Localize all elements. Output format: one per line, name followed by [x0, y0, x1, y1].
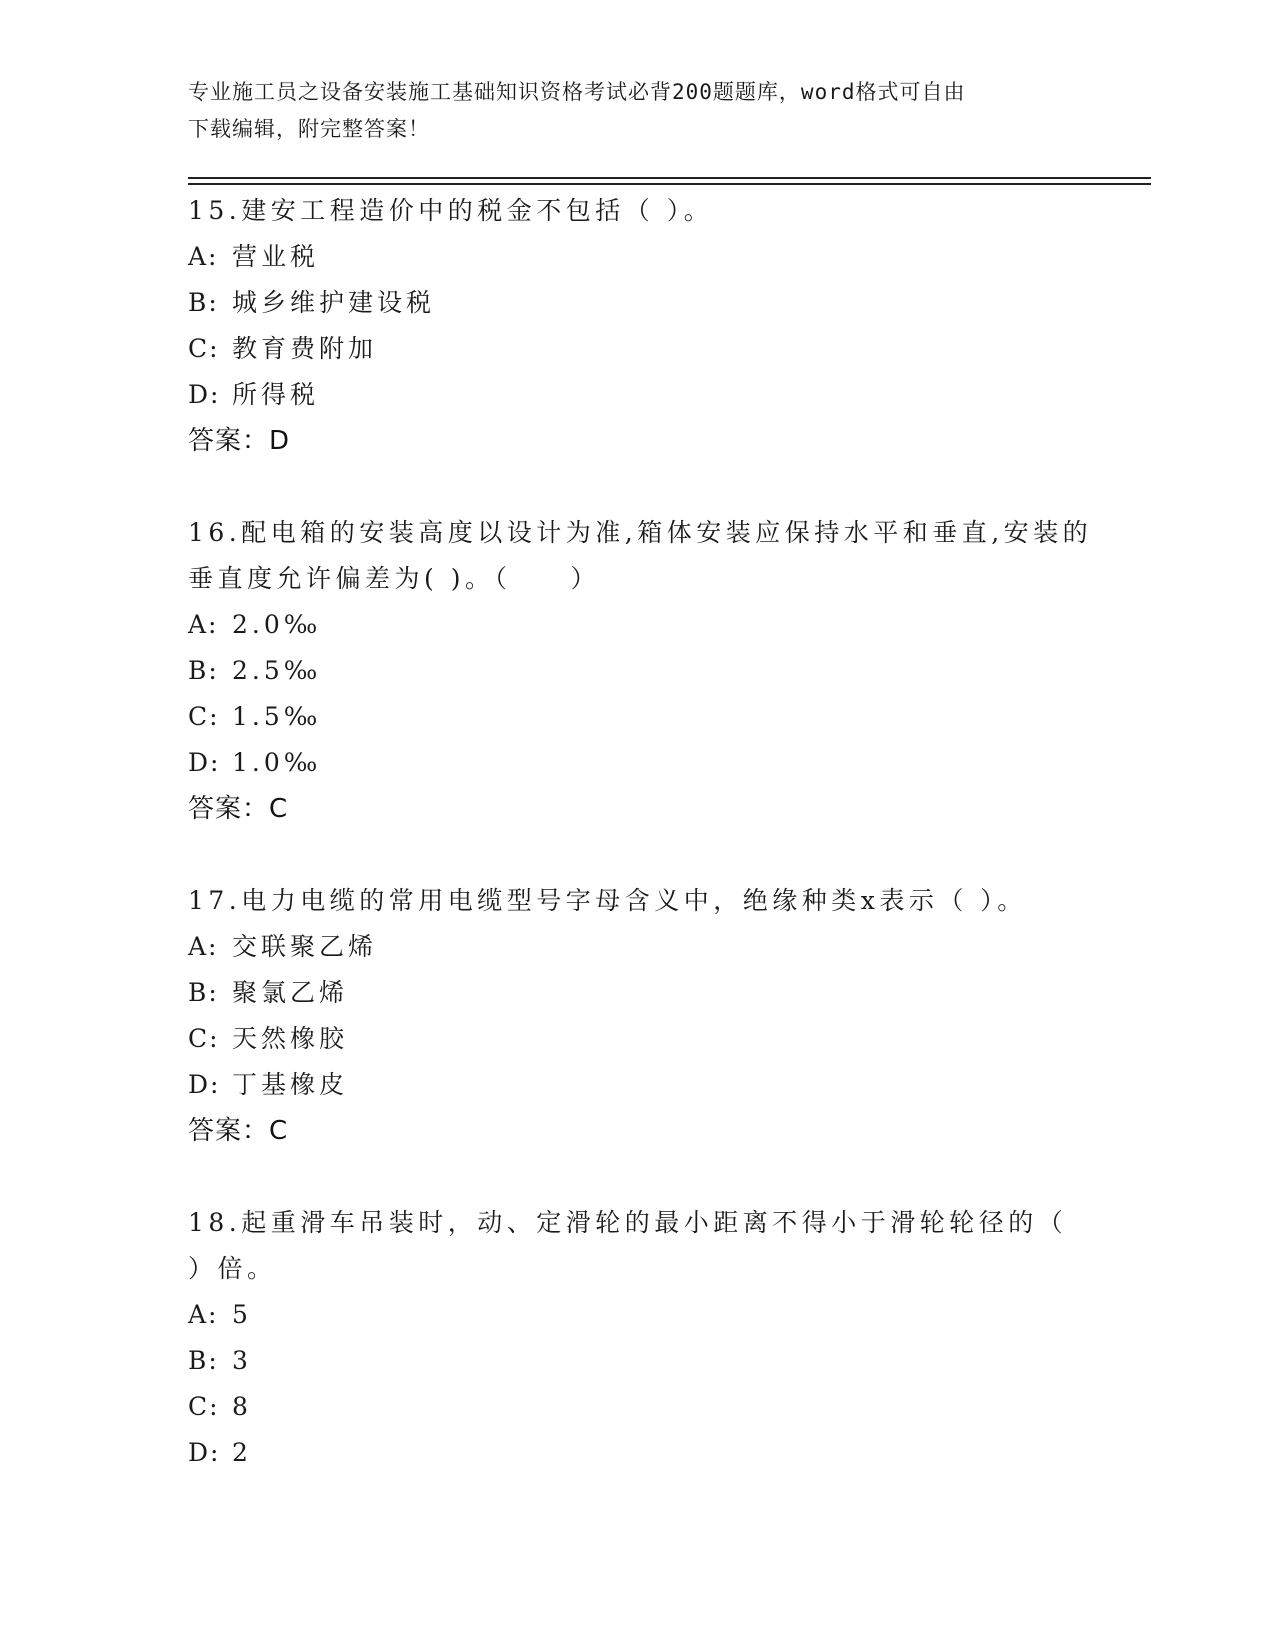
option-text: 营业税	[232, 242, 320, 271]
option-c	[188, 694, 1088, 740]
option-text: 交联聚乙烯	[232, 932, 378, 961]
option-label: A:	[188, 610, 219, 639]
option-text: 所得税	[232, 380, 320, 409]
option-label: C:	[188, 1392, 220, 1421]
option-label: C:	[188, 334, 220, 363]
option-text: 1.5‰	[232, 702, 322, 731]
option-d	[188, 1062, 1088, 1108]
option-b	[188, 1338, 1088, 1384]
option-label: D:	[188, 1070, 221, 1099]
option-label: B:	[188, 656, 219, 685]
option-c	[188, 1384, 1088, 1430]
option-label: C:	[188, 702, 220, 731]
option-label: A:	[188, 1300, 219, 1329]
option-label: A:	[188, 242, 219, 271]
option-label: B:	[188, 288, 219, 317]
option-label: B:	[188, 978, 219, 1007]
option-c	[188, 1016, 1088, 1062]
option-b	[188, 970, 1088, 1016]
option-text: 丁基橡皮	[232, 1070, 349, 1099]
option-a	[188, 602, 1088, 648]
header-divider-top	[188, 177, 1151, 179]
question-stem	[188, 188, 1088, 234]
option-d	[188, 740, 1088, 786]
option-text: 城乡维护建设税	[232, 288, 436, 317]
option-text: 5	[232, 1300, 252, 1329]
question-stem-line: 18.起重滑车吊装时，动、定滑轮的最小距离不得小于滑轮轮径的（	[188, 1208, 1068, 1237]
option-d	[188, 372, 1088, 418]
question-stem-line: 16.配电箱的安装高度以设计为准,箱体安装应保持水平和垂直,安装的	[188, 518, 1093, 547]
question-stem-line: ）倍。	[188, 1254, 277, 1283]
question-stem-line: 垂直度允许偏差为( )。（ ）	[188, 564, 600, 593]
answer-line: 答案：C	[188, 794, 289, 824]
question-18	[188, 1200, 1088, 1476]
option-text: 8	[232, 1392, 252, 1421]
document-header	[188, 74, 1068, 148]
option-b	[188, 648, 1088, 694]
question-stem	[188, 1200, 1088, 1292]
option-label: A:	[188, 932, 219, 961]
header-line-2: 下载编辑，附完整答案！	[188, 117, 430, 141]
option-label: D:	[188, 1438, 221, 1467]
question-15	[188, 188, 1088, 464]
option-text: 2.5‰	[232, 656, 322, 685]
option-a	[188, 924, 1088, 970]
option-label: D:	[188, 748, 221, 777]
option-label: D:	[188, 380, 221, 409]
option-text: 天然橡胶	[232, 1024, 349, 1053]
option-text: 1.0‰	[232, 748, 322, 777]
option-c	[188, 326, 1088, 372]
answer-line: 答案：C	[188, 1116, 289, 1146]
option-text: 3	[232, 1346, 252, 1375]
question-stem-line: 15.建安工程造价中的税金不包括（ ）。	[188, 196, 714, 225]
option-text: 2	[232, 1438, 252, 1467]
option-label: B:	[188, 1346, 219, 1375]
option-text: 2.0‰	[232, 610, 322, 639]
option-label: C:	[188, 1024, 220, 1053]
answer-line: 答案：D	[188, 426, 291, 456]
question-list	[188, 188, 1093, 1476]
option-a	[188, 1292, 1088, 1338]
question-16	[188, 510, 1093, 832]
option-a	[188, 234, 1088, 280]
question-stem-line: 17.电力电缆的常用电缆型号字母含义中，绝缘种类x表示（ ）。	[188, 886, 1027, 915]
question-stem	[188, 510, 1093, 602]
header-divider-bottom	[188, 183, 1151, 185]
header-line-1: 专业施工员之设备安装施工基础知识资格考试必背200题题库，word格式可自由	[188, 80, 966, 104]
option-d	[188, 1430, 1088, 1476]
question-stem	[188, 878, 1088, 924]
question-17	[188, 878, 1088, 1154]
option-text: 教育费附加	[232, 334, 378, 363]
option-b	[188, 280, 1088, 326]
option-text: 聚氯乙烯	[232, 978, 349, 1007]
